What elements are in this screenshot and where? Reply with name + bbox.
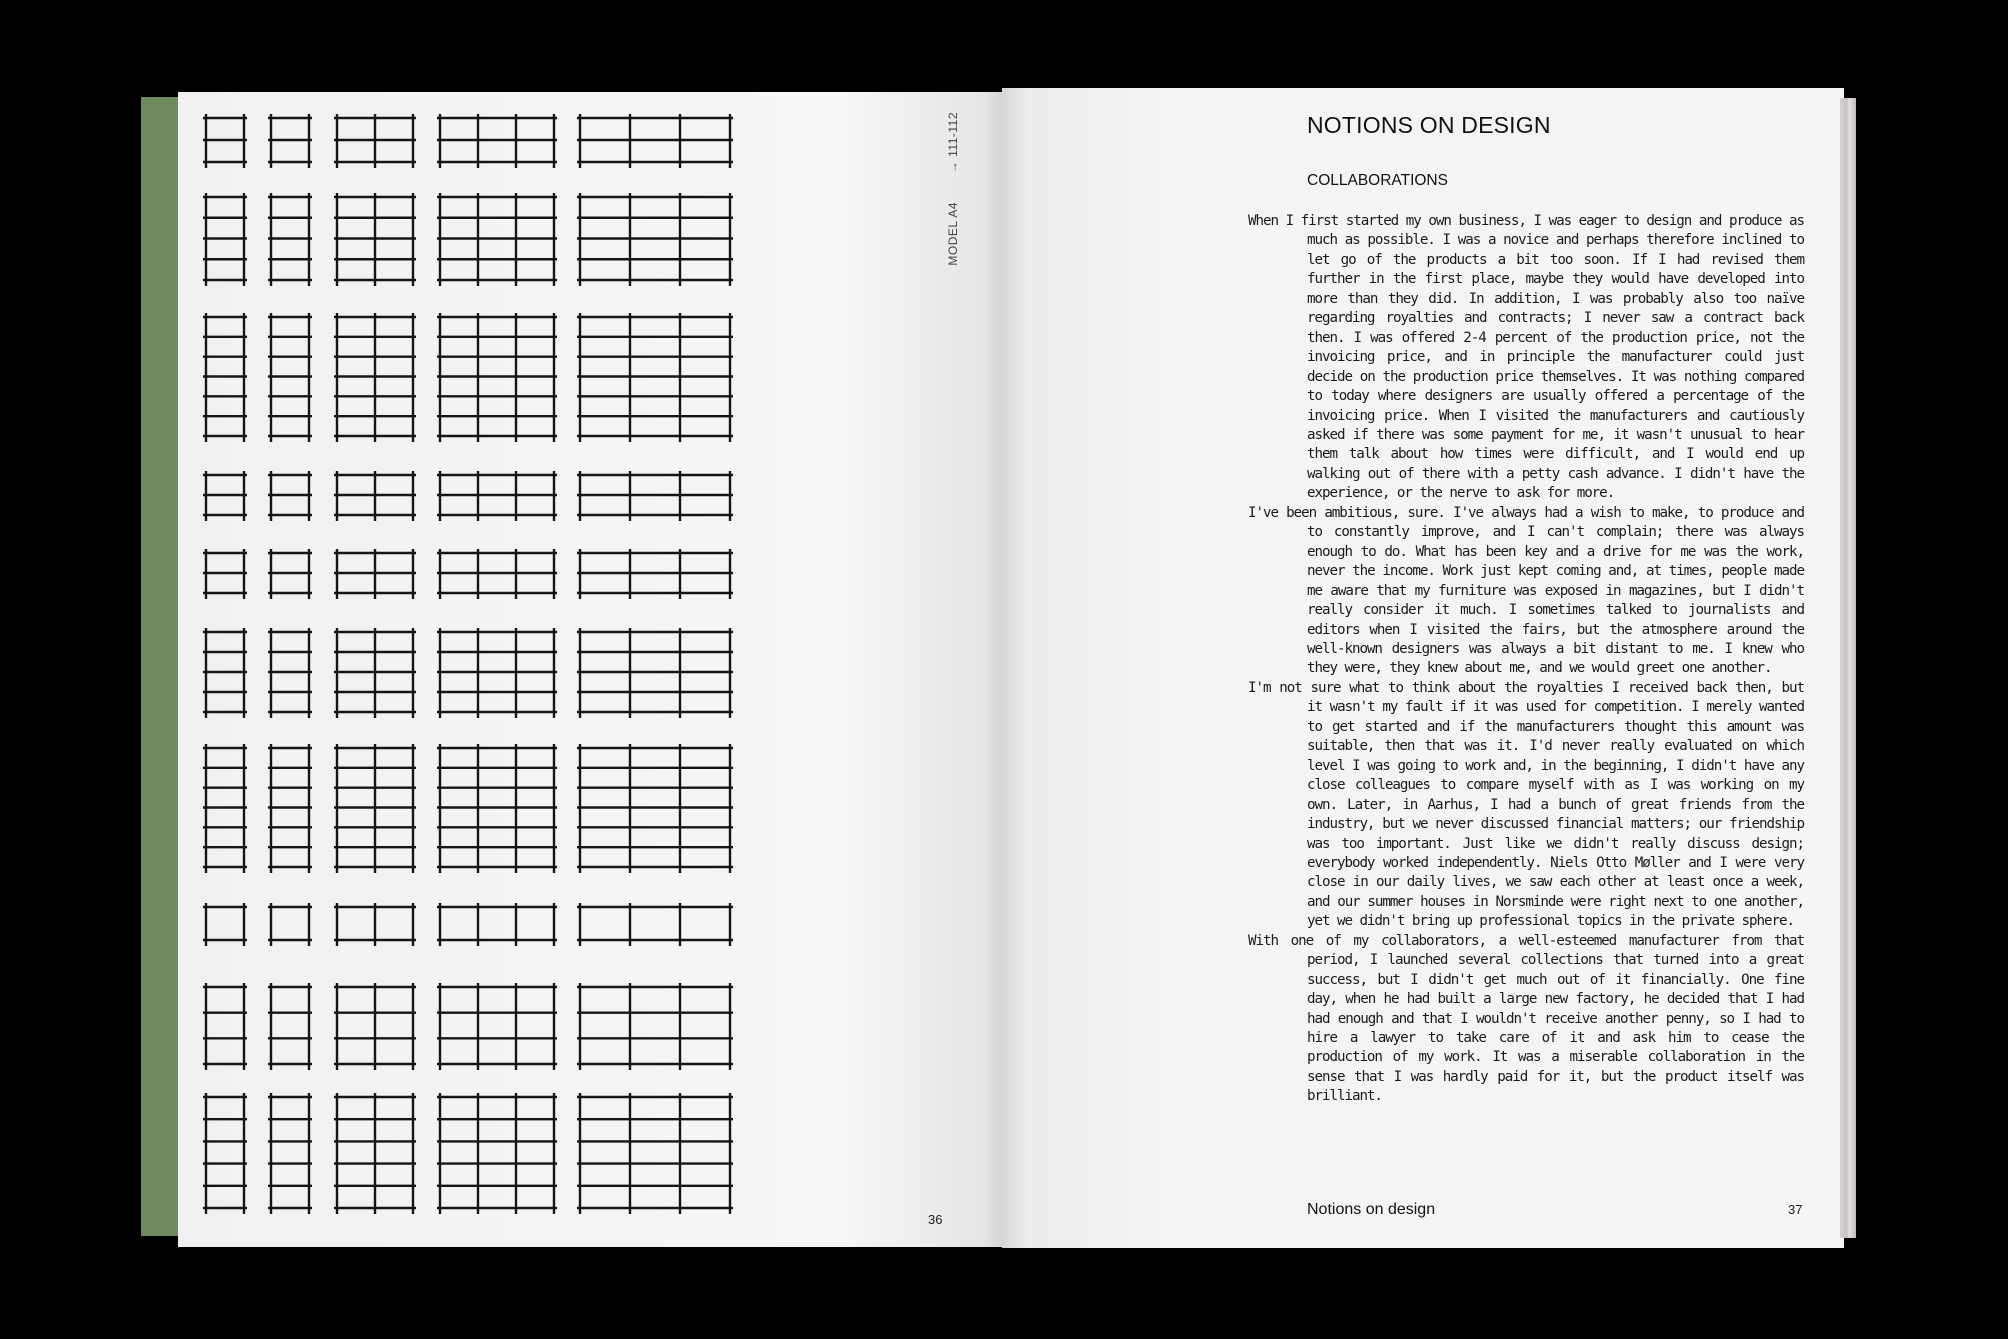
paragraph-1: When I first started my own business, I was eager to design and produce as much as possible. I was a novice and perhaps therefore inclined to let go of the products a bit too soon. If I had revised them further in the first place, maybe they would have developed into more than they did. In addition, I was probably also too naïve regarding royalties and contracts; I never saw a contract back then. I was offered 2-4 percent of the production price, not the invoicing price, and in principle the manufacturer could just decide on the production price themselves. It was nothing compared to today where designers are usually offered a percentage of the invoicing price. When I visited the manufacturers and cautiously asked if there was some payment for me, it wasn't unusual to hear them talk about how times were difficult, and I would end up walking out of there with a petty cash advance. I didn't have the experience, or the nerve to ask for more.: [1248, 213, 1804, 502]
paragraph-4: With one of my collaborators, a well-esteemed manufacturer from that period, I launched several collections that turned into a great success, but I didn't get much out of it financially. One fine day, when he had built a large new factory, he decided that I had had enough and that I wouldn't receive another penny, so I had to hire a lawyer to take care of it and ask him to cease the production of my work. It was a miserable collaboration in the sense that I was hardly paid for it, but the product itself was brilliant.: [1248, 932, 1804, 1105]
paragraph-2: I've been ambitious, sure. I've always had a wish to make, to produce and to constantly improve, and I can't complain; there was always enough to do. What has been key and a drive for me was the work, never the income. Work just kept coming and, at times, people made me aware that my furniture was exposed in magazines, but I didn't really consider it much. I sometimes talked to journalists and editors when I visited the fairs, but the atmosphere around the well-known designers was always a bit distant to me. I knew who they were, they knew about me, and we would greet one another.: [1248, 504, 1804, 677]
page-title: NOTIONS ON DESIGN: [1307, 112, 1551, 138]
page-number-right: 37: [1788, 1202, 1803, 1217]
page-number-left: 36: [928, 1212, 943, 1227]
page-reference: → 111-112: [946, 112, 960, 174]
paragraph-3: I'm not sure what to think about the royalties I received back then, but it wasn't my fault if it was used for competition. I merely wanted to get started and if the manufacturers thought this amount was suitable, then that was it. I'd never really evaluated on which level I was going to work and, in the beginning, I didn't have any close colleagues to compare myself with as I was working on my own. Later, in Aarhus, I had a bunch of great friends from the industry, but we never discussed financial matters; our friendship was too important. Just like we didn't really discuss design; everybody worked independently. Niels Otto Møller and I were very close in our daily lives, we saw each other at least once a week, and our summer houses in Norsminde were right next to one another, yet we didn't bring up professional topics in the private sphere.: [1248, 679, 1804, 930]
side-label: [946, 112, 970, 272]
model-label: MODEL A4: [946, 202, 960, 266]
running-footer: Notions on design: [1307, 1201, 1436, 1218]
section-heading: COLLABORATIONS: [1307, 172, 1448, 189]
body-text: [1248, 212, 1804, 1107]
